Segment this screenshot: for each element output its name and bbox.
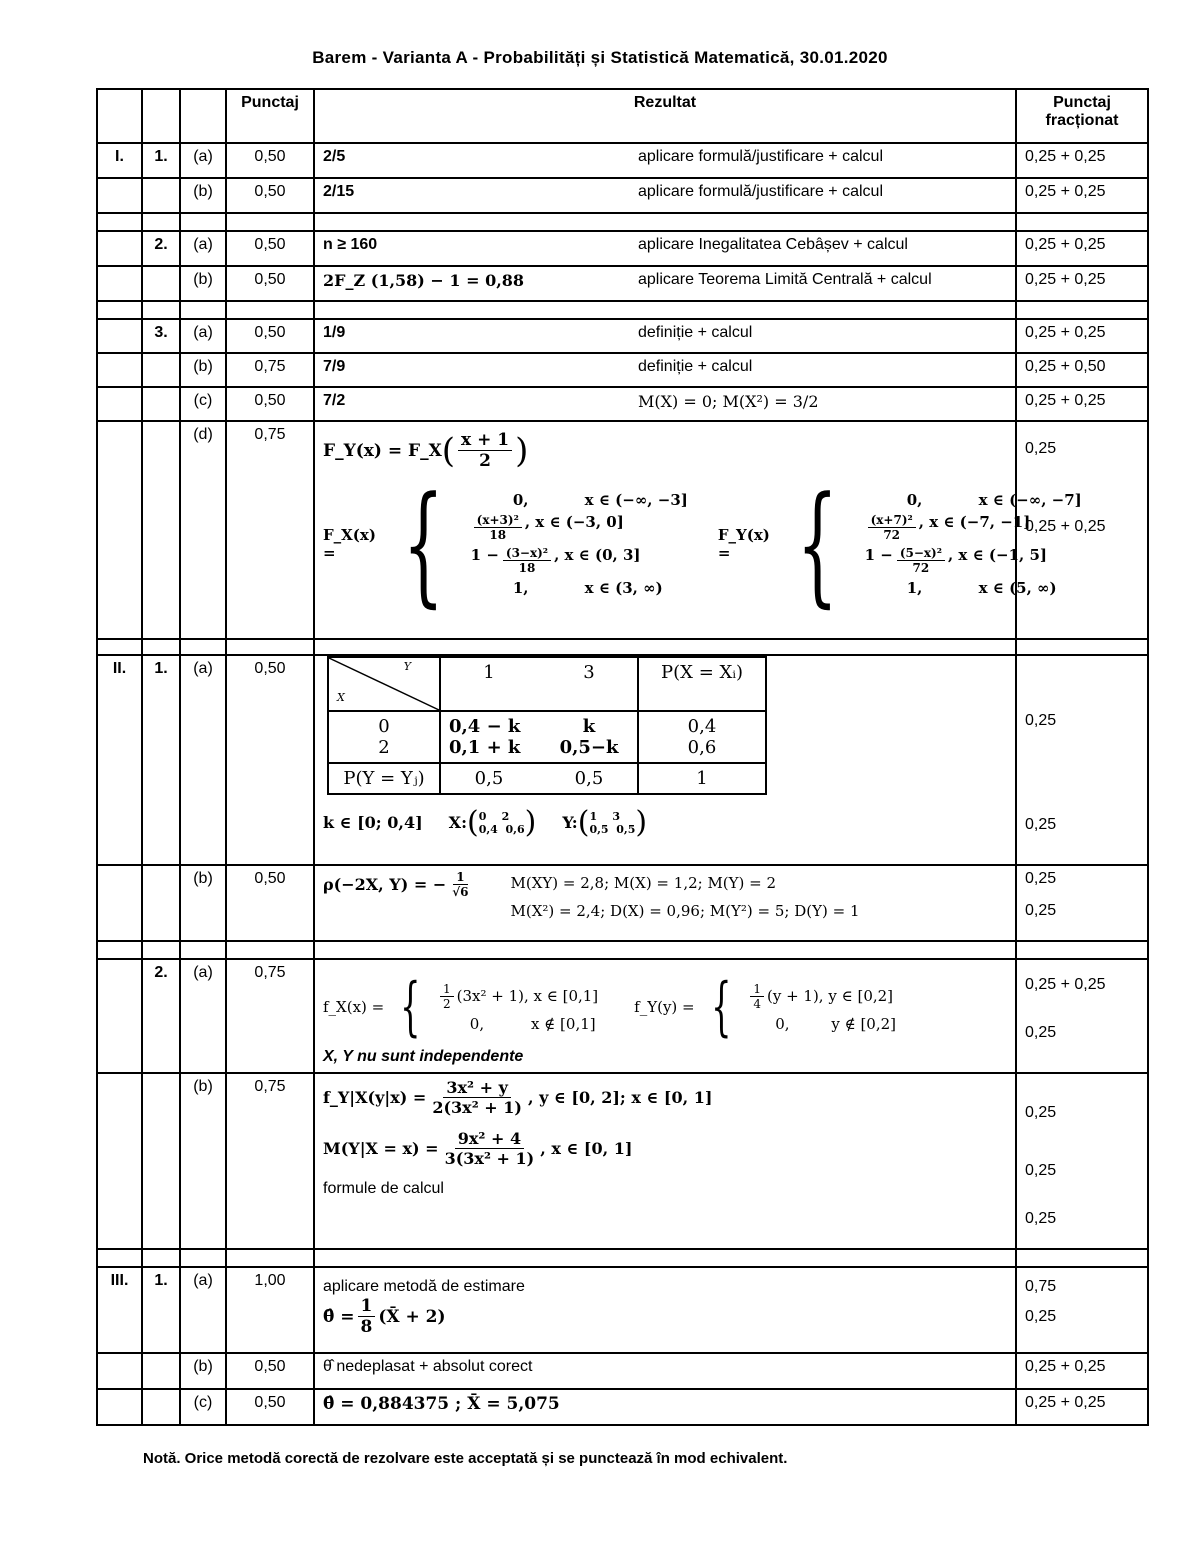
row-iii-1-c <box>97 1389 1148 1425</box>
subpoint: (b) <box>180 1353 226 1389</box>
problem-number: 1. <box>142 143 180 178</box>
result: F_Y(x) = F_X ( $\frac{x + 1}{2}$ ) F_X(x) = { 0, x ∈ (−∞, −3] $\frac{\text{(x+3)²}}{18}$ , x ∈ (−3, 0] 1 − $\frac{\text{(3−x)²}}{18}$ , x ∈ (0, 3] 1, x ∈ (3, ∞) F_Y(x) = { 0, x ∈ (−∞, −7] $\frac{\text{(x+7)²}}{72}$ , x ∈ (−7, −1] 1 − $\frac{\text{(5−x)²}}{72}$ , x ∈ (−1, 5] 1, x ∈ (5, ∞) <box>314 421 1016 639</box>
points: 0,50 <box>226 266 314 301</box>
row-ii-1-a <box>97 655 1148 865</box>
points: 0,50 <box>226 178 314 213</box>
points: 0,50 <box>226 1353 314 1389</box>
fractional-points: 0,25 + 0,25 <box>1016 266 1148 301</box>
spacer-row <box>97 213 1148 231</box>
row-i-2-b <box>97 266 1148 301</box>
subpoint: (c) <box>180 387 226 421</box>
points: 0,75 <box>226 959 314 1073</box>
spacer-row <box>97 639 1148 655</box>
subpoint: (b) <box>180 1073 226 1249</box>
fractional-points: 0,25 + 0,25 <box>1016 231 1148 266</box>
spacer-row <box>97 301 1148 319</box>
points: 0,50 <box>226 1389 314 1425</box>
points: 0,50 <box>226 865 314 941</box>
fractional-points: 0,25 + 0,25 <box>1016 1353 1148 1389</box>
subpoint: (a) <box>180 655 226 865</box>
row-i-1-a <box>97 143 1148 178</box>
result: f_X(x) = { $\frac{1}{2}$ (3x² + 1), x ∈ [0,1] 0, x ∉ [0,1] f_Y(y) = { $\frac{1}{4}$ (y + 1), y ∈ [0,2] 0, y ∉ [0,2] X, Y nu sunt independente <box>314 959 1016 1073</box>
result: 1/9 definiție + calcul <box>314 319 1016 353</box>
result: θ̂ = 0,884375 ; X̄ = 5,075 <box>314 1389 1016 1425</box>
header-rezultat: Rezultat <box>314 89 1016 143</box>
subpoint: (a) <box>180 319 226 353</box>
fractional-points: 0,25 0,25 <box>1016 865 1148 941</box>
fractional-points: 0,25 + 0,25 0,25 <box>1016 959 1148 1073</box>
row-ii-2-a <box>97 959 1148 1073</box>
fractional-points: 0,25 0,25 <box>1016 655 1148 865</box>
row-ii-2-b <box>97 1073 1148 1249</box>
row-iii-1-b <box>97 1353 1148 1389</box>
header-row <box>97 89 1148 143</box>
section-label: II. <box>97 655 142 865</box>
barem-table <box>96 88 1149 1426</box>
result: n ≥ 160 aplicare Inegalitatea Cebâșev + calcul <box>314 231 1016 266</box>
points: 0,50 <box>226 655 314 865</box>
row-ii-1-b <box>97 865 1148 941</box>
subpoint: (a) <box>180 231 226 266</box>
fractional-points: 0,25 + 0,25 <box>1016 143 1148 178</box>
row-i-3-d <box>97 421 1148 639</box>
row-i-3-c <box>97 387 1148 421</box>
result: 7/9 definiție + calcul <box>314 353 1016 387</box>
fractional-points: 0,25 0,25 + 0,25 <box>1016 421 1148 639</box>
fraction: $\frac{x + 1}{2}$ <box>458 430 512 471</box>
points: 1,00 <box>226 1267 314 1353</box>
subpoint: (a) <box>180 959 226 1073</box>
subpoint: (b) <box>180 353 226 387</box>
points: 0,50 <box>226 387 314 421</box>
result: 2/5 aplicare formulă/justificare + calcul <box>314 143 1016 178</box>
header-punctaj-fractionat: Punctaj fracționat <box>1016 89 1148 143</box>
result: 2F_Z (1,58) − 1 = 0,88 aplicare Teorema Limită Centrală + calcul <box>314 266 1016 301</box>
subpoint: (b) <box>180 178 226 213</box>
section-label: III. <box>97 1267 142 1353</box>
row-i-3-b <box>97 353 1148 387</box>
result: f_Y|X(y|x) = $\frac{\text{3x² + y}}{\text{2(3x² + 1)}}$ , y ∈ [0, 2]; x ∈ [0, 1] M(Y|X = x) = $\frac{\text{9x² + 4}}{\text{3(3x² + 1)}}$ , x ∈ [0, 1] formule de calcul <box>314 1073 1016 1249</box>
problem-number: 2. <box>142 231 180 266</box>
fractional-points: 0,25 + 0,25 <box>1016 387 1148 421</box>
marginal-distributions: k ∈ [0; 0,4] X: ( 0 2 0,4 0,6 ) Y: ( 1 3 0,5 0,5 ) <box>323 805 648 840</box>
fractional-points: 0,25 + 0,50 <box>1016 353 1148 387</box>
fractional-points: 0,75 0,25 <box>1016 1267 1148 1353</box>
problem-number: 2. <box>142 959 180 1073</box>
result: 7/2 M(X) = 0; M(X²) = 3/2 <box>314 387 1016 421</box>
subpoint: (a) <box>180 143 226 178</box>
problem-number: 3. <box>142 319 180 353</box>
row-i-2-a <box>97 231 1148 266</box>
fractional-points: 0,25 0,25 0,25 <box>1016 1073 1148 1249</box>
points: 0,75 <box>226 353 314 387</box>
joint-distribution-table: Y X 1 3 P(X = Xᵢ) 0 2 0,4 − k k 0,1 + k 0,5−k 0,4 0,6 P(Y = Yⱼ) 0,5 0,5 1 <box>327 656 767 795</box>
subpoint: (d) <box>180 421 226 639</box>
page-title: Barem - Varianta A - Probabilități și Statistică Matematică, 30.01.2020 <box>312 48 888 67</box>
result: 2/15 aplicare formulă/justificare + calcul <box>314 178 1016 213</box>
header-punctaj: Punctaj <box>226 89 314 143</box>
points: 0,50 <box>226 231 314 266</box>
section-label: I. <box>97 143 142 178</box>
result: aplicare metodă de estimare θ̂ = $\frac{1}{8}$ (X̄ + 2) <box>314 1267 1016 1353</box>
subpoint: (b) <box>180 266 226 301</box>
subpoint: (b) <box>180 865 226 941</box>
points: 0,75 <box>226 421 314 639</box>
piecewise-fy: F_Y(x) = { 0, x ∈ (−∞, −7] $\frac{\text{(x+7)²}}{72}$ , x ∈ (−7, −1] 1 − $\frac{\text{(5−x)²}}{72}$ , x ∈ (−1, 5] 1, x ∈ (5, ∞) <box>717 468 1082 620</box>
result: ρ(−2X, Y) = − $\frac{1}{√6}$ M(XY) = 2,8; M(X) = 1,2; M(Y) = 2 M(X²) = 2,4; D(X) = 0,96; M(Y²) = 5; D(Y) = 1 <box>314 865 1016 941</box>
result: θ̂ nedeplasat + absolut corect <box>314 1353 1016 1389</box>
result <box>314 655 1016 865</box>
row-iii-1-a <box>97 1267 1148 1353</box>
fractional-points: 0,25 + 0,25 <box>1016 319 1148 353</box>
piecewise-fx: F_X(x) = { 0, x ∈ (−∞, −3] $\frac{\text{(x+3)²}}{18}$ , x ∈ (−3, 0] 1 − $\frac{\text{(3−x)²}}{18}$ , x ∈ (0, 3] 1, x ∈ (3, ∞) <box>323 468 688 620</box>
density-fy: f_Y(y) = { $\frac{1}{4}$ (y + 1), y ∈ [0,2] 0, y ∉ [0,2] <box>634 970 897 1044</box>
row-i-3-a <box>97 319 1148 353</box>
subpoint: (c) <box>180 1389 226 1425</box>
spacer-row <box>97 941 1148 959</box>
footnote: Notă. Orice metodă corectă de rezolvare este acceptată și se punctează în mod echivalent. <box>143 1450 788 1467</box>
subpoint: (a) <box>180 1267 226 1353</box>
points: 0,50 <box>226 143 314 178</box>
points: 0,75 <box>226 1073 314 1249</box>
problem-number: 1. <box>142 655 180 865</box>
row-i-1-b <box>97 178 1148 213</box>
density-fx: f_X(x) = { $\frac{1}{2}$ (3x² + 1), x ∈ [0,1] 0, x ∉ [0,1] <box>323 970 599 1044</box>
points: 0,50 <box>226 319 314 353</box>
problem-number: 1. <box>142 1267 180 1353</box>
fractional-points: 0,25 + 0,25 <box>1016 1389 1148 1425</box>
fractional-points: 0,25 + 0,25 <box>1016 178 1148 213</box>
spacer-row <box>97 1249 1148 1267</box>
table-corner: Y X <box>328 657 440 711</box>
